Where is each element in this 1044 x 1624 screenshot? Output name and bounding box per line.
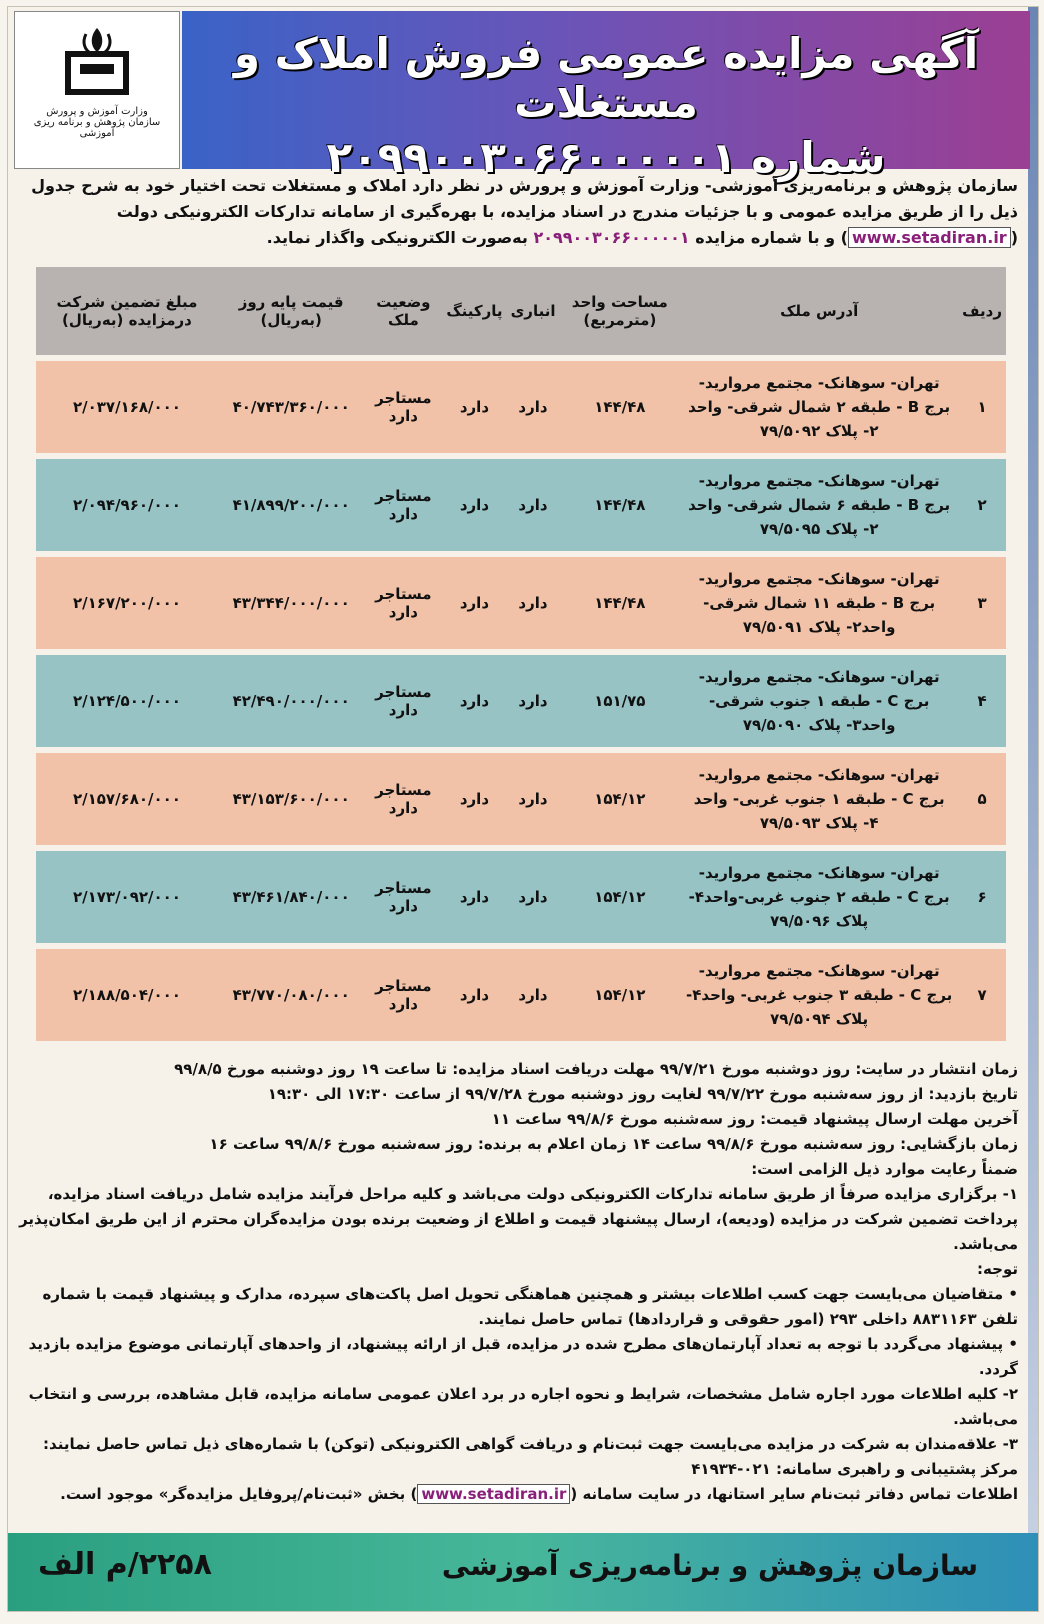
table-row xyxy=(36,949,1006,1041)
row-base-price: ۴۲/۴۹۰/۰۰۰/۰۰۰ xyxy=(218,655,364,747)
row-storage: دارد xyxy=(507,949,560,1041)
col-guarantee: مبلغ تضمین شرکت درمزایده (به‌ریال) xyxy=(36,267,218,355)
row-parking: دارد xyxy=(442,459,506,551)
footer-code: ۲۲۵۸/م الف xyxy=(38,1547,212,1582)
intro-tail-after: به‌صورت الکترونیکی واگذار نماید. xyxy=(266,228,528,247)
ministry-logo xyxy=(14,11,180,169)
row-parking: دارد xyxy=(442,753,506,845)
row-address: تهران- سوهانک- مجتمع مروارید- برج B - طبقه ۶ شمال شرقی- واحد ۲- پلاک ۷۹/۵۰۹۵ xyxy=(680,459,958,551)
row-storage: دارد xyxy=(507,557,560,649)
row-storage: دارد xyxy=(507,851,560,943)
row-number: ۴ xyxy=(958,655,1006,747)
provinces-text-after: بخش «ثبت‌نام/پروفایل مزایده‌گر» موجود است. xyxy=(60,1485,406,1503)
ad-page xyxy=(7,6,1039,1612)
row-status: مستاجر دارد xyxy=(364,655,442,747)
row-area: ۱۵۴/۱۲ xyxy=(559,949,680,1041)
row-storage: دارد xyxy=(507,655,560,747)
setadiran-footer-link[interactable]: www.setadiran.ir xyxy=(417,1484,570,1504)
row-address: تهران- سوهانک- مجتمع مروارید- برج B - طبقه ۲ شمال شرقی- واحد ۲- پلاک ۷۹/۵۰۹۲ xyxy=(680,361,958,453)
table-row xyxy=(36,851,1006,943)
row-area: ۱۴۴/۴۸ xyxy=(559,361,680,453)
table-row xyxy=(36,753,1006,845)
col-address: آدرس ملک xyxy=(680,267,958,355)
row-base-price: ۴۳/۷۷۰/۰۸۰/۰۰۰ xyxy=(218,949,364,1041)
visit-date-line: تاریخ بازدید: از روز سه‌شنبه مورخ ۹۹/۷/۲۲ لغایت روز دوشنبه مورخ ۹۹/۷/۲۸ از ساعت ۱۷:۳۰ الی ۱۹:۳۰ xyxy=(267,1085,1018,1103)
provinces-contact-line: اطلاعات تماس دفاتر ثبت‌نام سایر استانها، در سایت سامانه (www.setadiran.ir) بخش «ثبت‌نام/پروفایل مزایده‌گر» موجود است. xyxy=(60,1485,1018,1503)
intro-tail-before: و با شماره مزایده xyxy=(695,228,836,247)
col-area: مساحت واحد (مترمربع) xyxy=(559,267,680,355)
row-status: مستاجر دارد xyxy=(364,753,442,845)
row-base-price: ۴۳/۱۵۳/۶۰۰/۰۰۰ xyxy=(218,753,364,845)
row-number: ۱ xyxy=(958,361,1006,453)
row-status: مستاجر دارد xyxy=(364,459,442,551)
ministry-emblem-icon xyxy=(62,24,132,98)
row-storage: دارد xyxy=(507,361,560,453)
row-guarantee: ۲/۰۳۷/۱۶۸/۰۰۰ xyxy=(36,361,218,453)
row-status: مستاجر دارد xyxy=(364,557,442,649)
col-row: ردیف xyxy=(958,267,1006,355)
row-base-price: ۴۱/۸۹۹/۲۰۰/۰۰۰ xyxy=(218,459,364,551)
logo-ministry-name: وزارت آموزش و پرورش xyxy=(46,106,148,117)
row-guarantee: ۲/۱۸۸/۵۰۴/۰۰۰ xyxy=(36,949,218,1041)
intro-auction-number: ۲۰۹۹۰۰۳۰۶۶۰۰۰۰۰۱ xyxy=(533,228,690,247)
col-storage: انباری xyxy=(507,267,560,355)
requirements-heading: ضمناً رعایت موارد ذیل الزامی است: xyxy=(751,1160,1018,1178)
row-status: مستاجر دارد xyxy=(364,851,442,943)
publish-date-line: زمان انتشار در سایت: روز دوشنبه مورخ ۹۹/۷/۲۱ مهلت دریافت اسناد مزایده: تا ساعت ۱۹ روز دوشنبه مورخ ۹۹/۸/۵ xyxy=(174,1060,1018,1078)
row-number: ۷ xyxy=(958,949,1006,1041)
row-storage: دارد xyxy=(507,459,560,551)
ad-title: آگهی مزایده عمومی فروش املاک و مستغلات xyxy=(233,29,979,127)
table-row xyxy=(36,655,1006,747)
row-parking: دارد xyxy=(442,361,506,453)
row-base-price: ۴۳/۴۶۱/۸۴۰/۰۰۰ xyxy=(218,851,364,943)
row-guarantee: ۲/۱۲۴/۵۰۰/۰۰۰ xyxy=(36,655,218,747)
table-row xyxy=(36,557,1006,649)
properties-table xyxy=(36,261,1006,1047)
row-number: ۳ xyxy=(958,557,1006,649)
deadline-line: آخرین مهلت ارسال پیشنهاد قیمت: روز سه‌شنبه مورخ ۹۹/۸/۶ ساعت ۱۱ xyxy=(491,1110,1018,1128)
row-status: مستاجر دارد xyxy=(364,949,442,1041)
row-address: تهران- سوهانک- مجتمع مروارید- برج C - طبقه ۳ جنوب غربی- واحد۴- پلاک ۷۹/۵۰۹۴ xyxy=(680,949,958,1041)
requirement-1: ۱- برگزاری مزایده صرفاً از طریق سامانه تدارکات الکترونیکی دولت می‌باشد و کلیه مراحل فرآیند مزایده شامل دریافت اسناد مزایده، پرداخت تضمین شرکت در مزایده (ودیعه)، ارسال پیشنهاد قیمت و اطلاع از وضعیت برنده بودن مزایده‌گران محترم از این طریق امکان‌پذیر می‌باشد. xyxy=(19,1185,1018,1253)
table-header-row xyxy=(36,267,1006,355)
page-edge-strip xyxy=(1028,7,1038,1611)
col-status: وضعیت ملک xyxy=(364,267,442,355)
auction-details xyxy=(18,1057,1018,1507)
row-base-price: ۴۰/۷۴۳/۳۶۰/۰۰۰ xyxy=(218,361,364,453)
row-address: تهران- سوهانک- مجتمع مروارید- برج C - طبقه ۲ جنوب غربی-واحد۴- پلاک ۷۹/۵۰۹۶ xyxy=(680,851,958,943)
requirement-2: ۲- کلیه اطلاعات مورد اجاره شامل مشخصات، شرایط و نحوه اجاره در برد اعلان عمومی سامانه مزایده، قابل مشاهده، بررسی و انتخاب می‌باشد. xyxy=(28,1385,1018,1428)
footer-band xyxy=(8,1533,1038,1611)
table-row xyxy=(36,361,1006,453)
note-contact: • متقاضیان می‌بایست جهت کسب اطلاعات بیشتر و همچنین هماهنگی تحویل اصل پاکت‌های سپرده، مدارک و پیشنهاد قیمت با شماره تلفن ۸۸۳۱۱۶۳ داخلی ۲۹۳ (امور حقوقی و قراردادها) تماس حاصل نمایند. xyxy=(42,1285,1018,1328)
row-area: ۱۵۴/۱۲ xyxy=(559,753,680,845)
row-number: ۵ xyxy=(958,753,1006,845)
col-parking: پارکینگ xyxy=(442,267,506,355)
logo-organization-name: سازمان پژوهش و برنامه ریزی آموزشی xyxy=(33,117,161,139)
table-row xyxy=(36,459,1006,551)
ad-header xyxy=(14,11,1030,182)
row-status: مستاجر دارد xyxy=(364,361,442,453)
title-band xyxy=(182,11,1030,182)
row-storage: دارد xyxy=(507,753,560,845)
requirement-3: ۳- علاقه‌مندان به شرکت در مزایده می‌بایست جهت ثبت‌نام و دریافت گواهی الکترونیکی (توکن) با شماره‌های ذیل تماس حاصل نمایند: xyxy=(43,1435,1018,1453)
note-heading: توجه: xyxy=(977,1260,1018,1278)
intro-paragraph: سازمان پژوهش و برنامه‌ریزی آموزشی- وزارت آموزش و پرورش در نظر دارد املاک و مستغلات تحت اختیار خود به شرح جدول ذیل را از طریق مزایده عمومی و با جزئیات مندرج در اسناد مزایده، با بهره‌گیری از سامانه تدارکات الکترونیکی دولت (www.setadiran.ir) و با شماره مزایده ۲۰۹۹۰۰۳۰۶۶۰۰۰۰۰۱ به‌صورت الکترونیکی واگذار نماید. xyxy=(31,176,1018,247)
row-address: تهران- سوهانک- مجتمع مروارید- برج C - طبقه ۱ جنوب غربی- واحد ۴- پلاک ۷۹/۵۰۹۳ xyxy=(680,753,958,845)
auction-number-title: شماره ۲۰۹۹۰۰۳۰۶۶۰۰۰۰۰۱ xyxy=(326,133,886,182)
row-address: تهران- سوهانک- مجتمع مروارید- برج C - طبقه ۱ جنوب شرقی- واحد۳- پلاک ۷۹/۵۰۹۰ xyxy=(680,655,958,747)
support-center-line: مرکز پشتیبانی و راهبری سامانه: ۰۲۱-۴۱۹۳۴ xyxy=(691,1460,1018,1478)
row-base-price: ۴۳/۳۴۴/۰۰۰/۰۰۰ xyxy=(218,557,364,649)
row-area: ۱۵۴/۱۲ xyxy=(559,851,680,943)
setadiran-link[interactable]: www.setadiran.ir xyxy=(848,227,1011,248)
row-guarantee: ۲/۰۹۴/۹۶۰/۰۰۰ xyxy=(36,459,218,551)
row-area: ۱۴۴/۴۸ xyxy=(559,557,680,649)
row-number: ۶ xyxy=(958,851,1006,943)
row-guarantee: ۲/۱۶۷/۲۰۰/۰۰۰ xyxy=(36,557,218,649)
row-parking: دارد xyxy=(442,851,506,943)
row-guarantee: ۲/۱۷۳/۰۹۲/۰۰۰ xyxy=(36,851,218,943)
row-number: ۲ xyxy=(958,459,1006,551)
footer-organization: سازمان پژوهش و برنامه‌ریزی آموزشی xyxy=(441,1549,978,1582)
note-visit: • پیشنهاد می‌گردد با توجه به تعداد آپارتمان‌های مطرح شده در مزایده، قبل از ارائه پیشنهاد، از واحدهای آپارتمانی موضوع مزایده بازدید گردد. xyxy=(28,1335,1018,1378)
row-address: تهران- سوهانک- مجتمع مروارید- برج B - طبقه ۱۱ شمال شرقی- واحد۲- پلاک ۷۹/۵۰۹۱ xyxy=(680,557,958,649)
opening-line: زمان بازگشایی: روز سه‌شنبه مورخ ۹۹/۸/۶ ساعت ۱۴ زمان اعلام به برنده: روز سه‌شنبه مورخ ۹۹/۸/۶ ساعت ۱۶ xyxy=(209,1135,1018,1153)
row-parking: دارد xyxy=(442,557,506,649)
row-area: ۱۴۴/۴۸ xyxy=(559,459,680,551)
row-parking: دارد xyxy=(442,949,506,1041)
provinces-text-before: اطلاعات تماس دفاتر ثبت‌نام سایر استانها، در سایت سامانه xyxy=(582,1485,1018,1503)
row-parking: دارد xyxy=(442,655,506,747)
intro-text: سازمان پژوهش و برنامه‌ریزی آموزشی- وزارت آموزش و پرورش در نظر دارد املاک و مستغلات تحت اختیار خود به شرح جدول ذیل را از طریق مزایده عمومی و با جزئیات مندرج در اسناد مزایده، با بهره‌گیری از سامانه تدارکات الکترونیکی دولت xyxy=(31,176,1018,221)
col-base-price: قیمت پایه روز (به‌ریال) xyxy=(218,267,364,355)
row-guarantee: ۲/۱۵۷/۶۸۰/۰۰۰ xyxy=(36,753,218,845)
row-area: ۱۵۱/۷۵ xyxy=(559,655,680,747)
